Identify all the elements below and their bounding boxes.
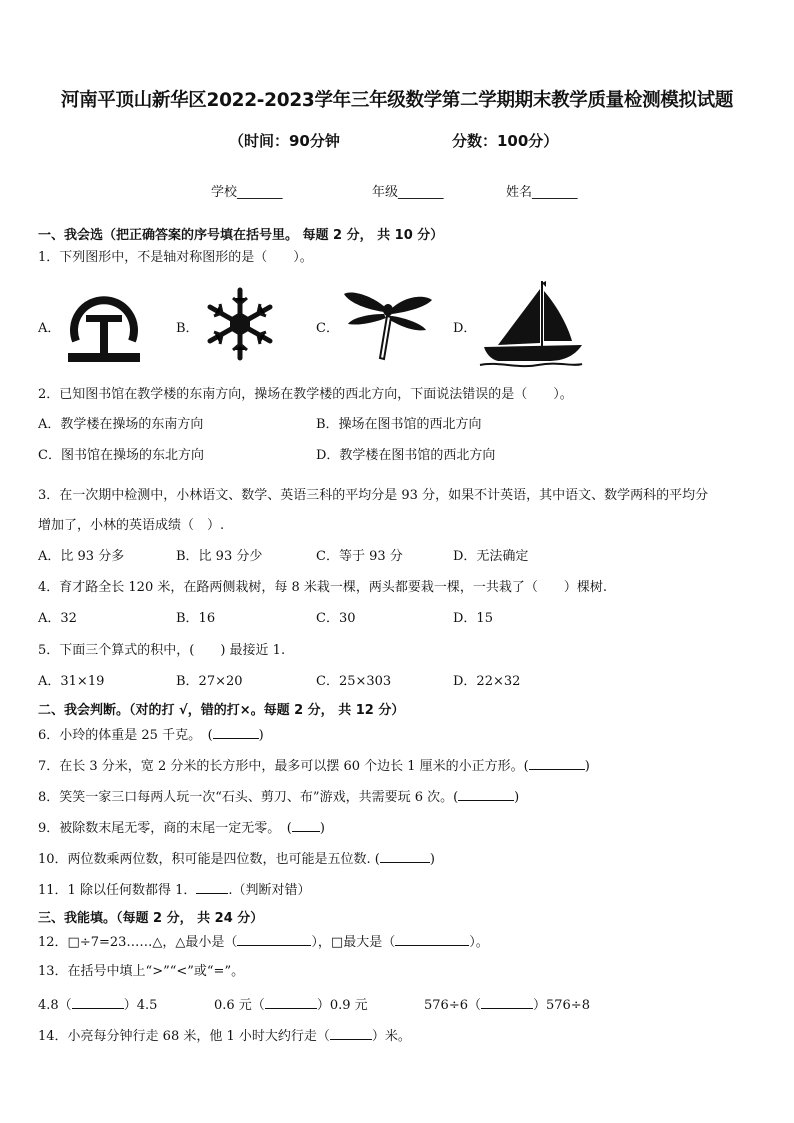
q2-option-c: C．图书馆在操场的东北方向: [38, 448, 204, 463]
q9-answer-blank[interactable]: [292, 819, 320, 832]
question-8: [38, 788, 519, 806]
q8-close: ): [514, 790, 520, 805]
question-7-text: 7．在长 3 分米，宽 2 分米的长方形中，最多可以摆 60 个边长 1 厘米的小正方形。(: [38, 759, 529, 774]
exam-time: （时间：90分钟: [229, 132, 340, 150]
q13-item-2-blank[interactable]: [265, 996, 317, 1009]
question-14-text: 14．小亮每分钟行走 68 米，他 1 小时大约行走（: [38, 1029, 330, 1044]
question-9: [38, 819, 325, 837]
q11-suffix: .（判断对错）: [228, 883, 311, 898]
question-8-text: 8．笑笑一家三口每两人玩一次“石头、剪刀、布”游戏，共需要玩 6 次。(: [38, 790, 459, 805]
q2-option-d: D．教学楼在图书馆的西北方向: [316, 448, 496, 463]
q4-option-c: C．30: [316, 611, 356, 626]
question-12: [38, 933, 489, 951]
q13-item-3-left: 576÷6（: [424, 998, 481, 1013]
exam-score: 分数：100分）: [452, 132, 559, 150]
q5-option-a: A．31×19: [38, 674, 105, 689]
q9-close: ): [319, 821, 325, 836]
q13-item-1: [38, 996, 157, 1014]
question-2: 2．已知图书馆在教学楼的东南方向，操场在教学楼的西北方向，下面说法错误的是（ ）。: [38, 387, 573, 402]
q6-close: ): [258, 728, 264, 743]
q10-close: ): [429, 852, 435, 867]
q7-close: ): [584, 759, 590, 774]
question-10: [38, 850, 435, 868]
name-field[interactable]: 姓名_______: [506, 185, 578, 200]
question-7: [38, 757, 590, 775]
question-6-text: 6．小玲的体重是 25 千克。 (: [38, 728, 213, 743]
q13-item-3: [424, 996, 590, 1014]
question-5: 5．下面三个算式的积中，( ) 最接近 1.: [38, 643, 286, 658]
q12-max-blank[interactable]: [395, 933, 469, 946]
question-12-text: 12．□÷7=23……△，△最小是（: [38, 935, 238, 950]
subway-logo-icon: [64, 283, 144, 367]
q2-option-a: A．教学楼在操场的东南方向: [38, 417, 204, 432]
q14-end: ）米。: [371, 1029, 411, 1044]
question-6: [38, 726, 264, 744]
q13-item-1-right: ）4.5: [123, 998, 158, 1013]
q5-option-c: C．25×303: [316, 674, 392, 689]
question-11: [38, 881, 311, 899]
q4-option-b: B．16: [176, 611, 216, 626]
q13-item-2: [214, 996, 368, 1014]
q6-answer-blank[interactable]: [213, 726, 259, 739]
q2-option-b: B．操场在图书馆的西北方向: [316, 417, 482, 432]
school-field[interactable]: 学校_______: [211, 185, 283, 200]
question-11-text: 11．1 除以任何数都得 1．: [38, 883, 197, 898]
q12-min-blank[interactable]: [237, 933, 311, 946]
q13-item-2-right: ）0.9 元: [316, 998, 368, 1013]
q7-answer-blank[interactable]: [529, 757, 585, 770]
q13-item-3-blank[interactable]: [481, 996, 533, 1009]
q3-option-d: D．无法确定: [453, 549, 529, 564]
q1-option-c-label: C．: [316, 321, 339, 336]
section-3-heading: 三、我能填。（每题 2 分， 共 24 分）: [38, 911, 264, 926]
question-3-line-2: 增加了，小林的英语成绩（ ）.: [38, 518, 225, 533]
q13-item-1-blank[interactable]: [72, 996, 124, 1009]
grade-field[interactable]: 年级_______: [372, 185, 444, 200]
section-2-heading: 二、我会判断。（对的打 √，错的打×。每题 2 分， 共 12 分）: [38, 703, 405, 718]
question-1: 1．下列图形中，不是轴对称图形的是（ ）。: [38, 250, 313, 265]
snowflake-icon: [200, 284, 280, 364]
question-3-line-1: 3．在一次期中检测中，小林语文、数学、英语三科的平均分是 93 分，如果不计英语，其中语文、数学两科的平均分: [38, 488, 709, 503]
q4-option-d: D．15: [453, 611, 493, 626]
q5-option-d: D．22×32: [453, 674, 521, 689]
q1-option-b-label: B．: [176, 321, 199, 336]
q4-option-a: A．32: [38, 611, 77, 626]
q13-item-1-left: 4.8（: [38, 998, 72, 1013]
question-13: 13．在括号中填上“>”“<”或“=”。: [38, 964, 245, 979]
q14-answer-blank[interactable]: [330, 1027, 372, 1040]
question-4: 4．育才路全长 120 米，在路两侧栽树，每 8 米栽一棵，两头都要栽一棵，一共栽了（ ）棵树.: [38, 580, 608, 595]
q1-option-d-label: D．: [453, 321, 477, 336]
q3-option-a: A．比 93 分多: [38, 549, 125, 564]
section-1-heading: 一、我会选（把正确答案的序号填在括号里。 每题 2 分， 共 10 分）: [38, 228, 444, 243]
question-14: [38, 1027, 411, 1045]
q1-option-a-label: A．: [38, 321, 61, 336]
q3-option-c: C．等于 93 分: [316, 549, 403, 564]
q10-answer-blank[interactable]: [380, 850, 430, 863]
question-9-text: 9．被除数末尾无零，商的末尾一定无零。 (: [38, 821, 292, 836]
q13-item-2-left: 0.6 元（: [214, 998, 265, 1013]
sailboat-icon: [478, 279, 584, 371]
q13-item-3-right: ）576÷8: [532, 998, 590, 1013]
q12-mid: ），□最大是（: [311, 935, 396, 950]
q12-end: ）。: [469, 935, 489, 950]
q5-option-b: B．27×20: [176, 674, 243, 689]
page-title: 河南平顶山新华区2022-2023学年三年级数学第二学期期末教学质量检测模拟试题: [60, 90, 734, 111]
q3-option-b: B．比 93 分少: [176, 549, 263, 564]
question-10-text: 10．两位数乘两位数，积可能是四位数，也可能是五位数. (: [38, 852, 380, 867]
q8-answer-blank[interactable]: [458, 788, 514, 801]
q11-answer-blank[interactable]: [196, 881, 228, 894]
dragonfly-icon: [340, 288, 436, 364]
